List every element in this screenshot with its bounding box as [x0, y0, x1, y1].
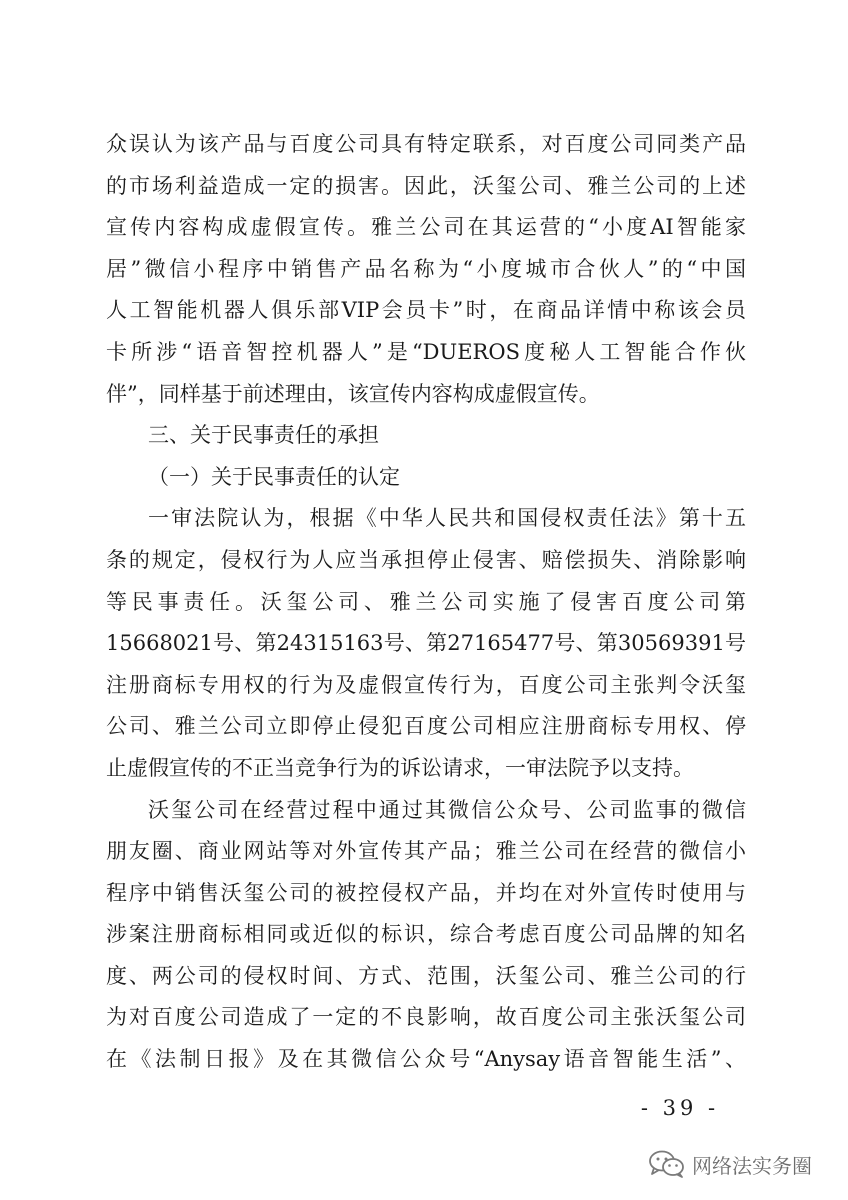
- watermark-text: 网络法实务圈: [692, 1153, 812, 1178]
- text-line: 在《法制日报》及在其微信公众号“Anysay语音智能生活”、: [106, 1047, 746, 1072]
- text-line: 条的规定，侵权行为人应当承担停止侵害、赔偿损失、消除影响: [106, 547, 746, 572]
- text-line: 人工智能机器人俱乐部VIP会员卡”时，在商品详情中称该会员: [106, 298, 746, 323]
- text-line: 伴”，同样基于前述理由，该宣传内容构成虚假宣传。: [106, 381, 600, 406]
- wechat-icon: [648, 1149, 686, 1179]
- text-line: 程序中销售沃玺公司的被控侵权产品，并均在对外宣传时使用与: [106, 880, 746, 905]
- document-body: [106, 124, 746, 1081]
- text-line: 度、两公司的侵权时间、方式、范围，沃玺公司、雅兰公司的行: [106, 963, 746, 988]
- text-line: 止虚假宣传的不正当竞争行为的诉讼请求，一审法院予以支持。: [106, 755, 694, 780]
- text-line: 一审法院认为，根据《中华人民共和国侵权责任法》第十五: [148, 506, 746, 531]
- text-line: 宣传内容构成虚假宣传。雅兰公司在其运营的“小度AI智能家: [106, 215, 746, 240]
- watermark: [648, 1148, 812, 1180]
- text-line: 的市场利益造成一定的损害。因此，沃玺公司、雅兰公司的上述: [106, 173, 746, 198]
- page-number: - 39 -: [640, 1096, 720, 1120]
- text-line: 卡所涉“语音智控机器人”是“DUEROS度秘人工智能合作伙: [106, 339, 746, 364]
- text-line: 等民事责任。沃玺公司、雅兰公司实施了侵害百度公司第: [106, 589, 746, 614]
- text-line: 涉案注册商标相同或近似的标识，综合考虑百度公司品牌的知名: [106, 922, 746, 947]
- text-line: 朋友圈、商业网站等对外宣传其产品；雅兰公司在经营的微信小: [106, 839, 746, 864]
- text-line: 为对百度公司造成了一定的不良影响，故百度公司主张沃玺公司: [106, 1005, 746, 1030]
- text-line: （一）关于民事责任的认定: [148, 464, 400, 489]
- text-line: 沃玺公司在经营过程中通过其微信公众号、公司监事的微信: [148, 797, 746, 822]
- text-line: 居”微信小程序中销售产品名称为“小度城市合伙人”的“中国: [106, 256, 746, 281]
- text-line: 注册商标专用权的行为及虚假宣传行为，百度公司主张判令沃玺: [106, 672, 746, 697]
- text-line: 众误认为该产品与百度公司具有特定联系，对百度公司同类产品: [106, 132, 746, 156]
- text-line: 公司、雅兰公司立即停止侵犯百度公司相应注册商标专用权、停: [106, 714, 746, 739]
- text-line: 三、关于民事责任的承担: [148, 423, 379, 448]
- text-line: 15668021号、第24315163号、第27165477号、第30569391号: [106, 631, 746, 656]
